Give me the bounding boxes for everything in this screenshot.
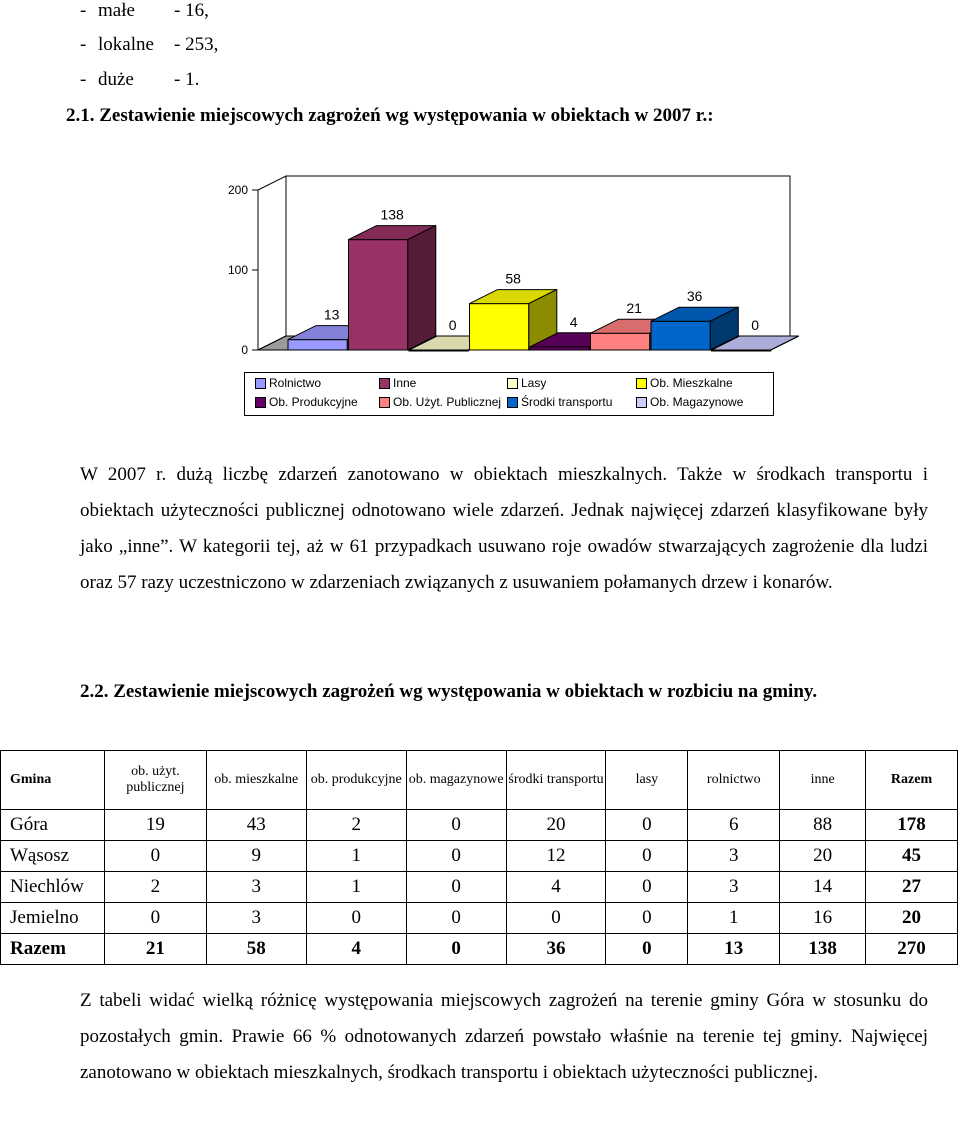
table-cell: 20 (506, 810, 606, 841)
header-ob-mieszkalne: ob. mieszkalne (206, 751, 306, 810)
table-cell: 0 (104, 841, 206, 872)
bar-2 (349, 226, 436, 350)
table-cell: 0 (606, 810, 688, 841)
table-cell: 3 (206, 872, 306, 903)
table-cell: 0 (406, 903, 506, 934)
data-label: 138 (380, 206, 404, 223)
table-cell: 0 (306, 903, 406, 934)
table-row (1, 810, 958, 841)
paragraph-analysis: W 2007 r. dużą liczbę zdarzeń zanotowano w obiektach mieszkalnych. Także w środkach transportu i obiektach użyteczności publicznej odnotowano wiele zdarzeń. Jednak najwięcej zdarzeń klasyfikowane były jako „inne”. W kategorii tej, aż w 61 przypadkach usuwano roje owadów stwarzających zagrożenie dla ludzi oraz 57 razy uczestniczono w zdarzeniach związanych z usuwaniem połamanych drzew i konarów. (80, 464, 928, 593)
header-inne: inne (780, 751, 866, 810)
legend-item-ob-magazynowe: Ob. Magazynowe (636, 395, 743, 409)
y-tick-label: 0 (241, 343, 248, 357)
table-cell: Jemielno (1, 903, 105, 934)
table-cell-total: 45 (866, 841, 958, 872)
y-tick-label: 100 (227, 263, 248, 277)
header-ob-produkcyjne: ob. produkcyjne (306, 751, 406, 810)
table-cell: 19 (104, 810, 206, 841)
legend-item-ob-uzyt-publicznej: Ob. Użyt. Publicznej (379, 395, 501, 409)
legend-item-ob-mieszkalne: Ob. Mieszkalne (636, 376, 733, 390)
legend-item-srodki-transportu: Środki transportu (507, 395, 612, 409)
table-cell: 4 (306, 934, 406, 965)
legend-swatch (636, 397, 647, 408)
table-cell: 138 (780, 934, 866, 965)
legend-item-rolnictwo: Rolnictwo (255, 376, 321, 390)
table-cell: 14 (780, 872, 866, 903)
bar-chart (0, 0, 960, 372)
table-cell: 58 (206, 934, 306, 965)
chart-y-axis (228, 183, 258, 357)
gmina-table (0, 750, 958, 965)
table-row (1, 903, 958, 934)
header-gmina: Gmina (1, 751, 105, 810)
table-row (1, 841, 958, 872)
table-cell: 16 (780, 903, 866, 934)
legend-swatch (379, 378, 390, 389)
legend-swatch (255, 397, 266, 408)
table-cell: 6 (688, 810, 780, 841)
table-cell: 0 (406, 841, 506, 872)
legend-swatch (507, 397, 518, 408)
bar-front (591, 333, 650, 350)
table-cell: 0 (406, 810, 506, 841)
table-cell: 0 (506, 903, 606, 934)
table-cell: 0 (104, 903, 206, 934)
table-cell-total: 27 (866, 872, 958, 903)
legend-item-inne: Inne (379, 376, 416, 390)
table-cell: Wąsosz (1, 841, 105, 872)
table-cell: Góra (1, 810, 105, 841)
header-razem: Razem (866, 751, 958, 810)
bar-front (651, 321, 710, 350)
table-cell: Razem (1, 934, 105, 965)
header-ob-magazynowe: ob. magazynowe (406, 751, 506, 810)
list-item-duze: - duże - 1. (80, 69, 200, 90)
table-cell-total: 178 (866, 810, 958, 841)
section-heading-2-2: 2.2. Zestawienie miejscowych zagrożeń wg występowania w obiektach w rozbiciu na gminy. (80, 681, 818, 702)
table-row (1, 872, 958, 903)
header-srodki-transportu: środki transportu (506, 751, 606, 810)
table-cell: 0 (406, 872, 506, 903)
table-cell: 2 (306, 810, 406, 841)
table-cell: 2 (104, 872, 206, 903)
data-label: 13 (323, 306, 340, 323)
table-cell: 0 (606, 841, 688, 872)
paragraph-conclusion: Z tabeli widać wielką różnicę występowania miejscowych zagrożeń na terenie gminy Góra w stosunku do pozostałych gmin. Prawie 66 % odnotowanych zdarzeń powstało właśnie na terenie tej gminy. Najwięcej zanotowano w obiektach mieszkalnych, środkach transportu i obiektach użyteczności publicznej. (80, 990, 928, 1083)
table-cell: 36 (506, 934, 606, 965)
header-rolnictwo: rolnictwo (688, 751, 780, 810)
table-row-total (1, 934, 958, 965)
data-label: 4 (569, 313, 578, 330)
y-tick-label: 200 (227, 183, 248, 197)
table-cell: 13 (688, 934, 780, 965)
header-ob-uzyt-publicznej: ob. użyt. publicznej (104, 751, 206, 810)
bar-front (349, 240, 408, 350)
table-cell: 3 (688, 872, 780, 903)
table-cell: 43 (206, 810, 306, 841)
table-cell: 0 (606, 903, 688, 934)
table-cell: 3 (206, 903, 306, 934)
legend-item-ob-produkcyjne: Ob. Produkcyjne (255, 395, 358, 409)
table-cell: 4 (506, 872, 606, 903)
bar-front (470, 304, 529, 350)
data-label: 0 (751, 317, 760, 333)
table-cell-total: 270 (866, 934, 958, 965)
data-label: 0 (448, 317, 457, 333)
table-cell: Niechlów (1, 872, 105, 903)
bar-front (288, 340, 347, 350)
table-cell-total: 20 (866, 903, 958, 934)
bar-side (408, 226, 436, 350)
table-cell: 0 (406, 934, 506, 965)
table-cell: 20 (780, 841, 866, 872)
list-item-lokalne: - lokalne - 253, (80, 34, 219, 55)
legend-swatch (255, 378, 266, 389)
section-heading-2-1: 2.1. Zestawienie miejscowych zagrożeń wg występowania w obiektach w 2007 r.: (66, 105, 714, 126)
legend-swatch (507, 378, 518, 389)
table-cell: 3 (688, 841, 780, 872)
legend-swatch (379, 397, 390, 408)
legend-item-lasy: Lasy (507, 376, 546, 390)
header-lasy: lasy (606, 751, 688, 810)
table-cell: 0 (606, 934, 688, 965)
table-cell: 88 (780, 810, 866, 841)
chart-side-wall (258, 176, 286, 350)
table-cell: 1 (688, 903, 780, 934)
legend-swatch (636, 378, 647, 389)
table-cell: 12 (506, 841, 606, 872)
table-header-row (1, 751, 958, 810)
table-cell: 1 (306, 872, 406, 903)
data-label: 21 (626, 300, 642, 317)
table-cell: 21 (104, 934, 206, 965)
list-item-male: - małe - 16, (80, 0, 209, 21)
table-cell: 9 (206, 841, 306, 872)
chart-legend (244, 372, 774, 416)
data-label: 58 (505, 270, 521, 287)
table-cell: 1 (306, 841, 406, 872)
data-label: 36 (686, 288, 703, 305)
table-cell: 0 (606, 872, 688, 903)
